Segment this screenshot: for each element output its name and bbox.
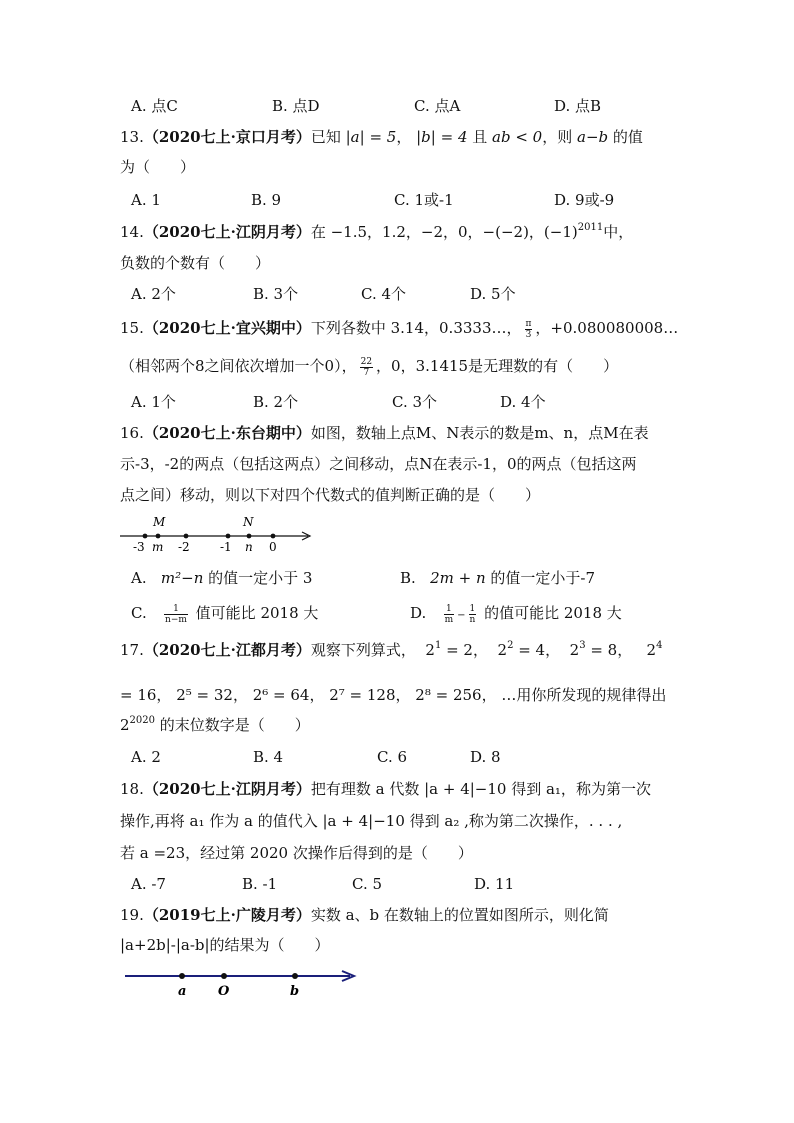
- q16-number-line: [118, 512, 318, 558]
- q17-number: 17.: [120, 641, 144, 659]
- q15-source: （2020七上·宜兴期中）: [143, 319, 311, 337]
- q16-point-0: [271, 534, 276, 539]
- q16-tick-n: n: [245, 540, 253, 554]
- q13-cond: ab < 0: [492, 128, 543, 146]
- q15-fraction-pi: $\frac{\pi}{3}$: [525, 318, 532, 340]
- q16-option-a: A. m²−n 的值一定小于 3: [131, 569, 313, 587]
- q13-expr: a−b: [577, 128, 609, 146]
- q16-tick--1: -1: [220, 540, 232, 554]
- q12-option-c: C. 点A: [414, 97, 461, 115]
- q13-source: （2020七上·京口月考）: [143, 128, 311, 146]
- q12-option-d: D. 点B: [554, 97, 602, 115]
- q16-point--3: [143, 534, 148, 539]
- q17-line2: = 16， 2⁵ = 32， 2⁶ = 64， 2⁷ = 128， 2⁸ = 256， …用你所发现的规律得出: [120, 686, 667, 704]
- q12-option-a: A. 点C: [131, 97, 178, 115]
- q17-line1: 17.（2020七上·江都月考）观察下列算式， $2^1 = 2$， $2^2 = 4$， $2^3 = 8$， $2^4$: [120, 640, 663, 659]
- q15-line2: （相邻两个8之间依次增加一个0）， $\frac{22}{7}$ ，0，3.1415是无理数的有（ ）: [120, 356, 619, 378]
- q13-number: 13.: [120, 128, 144, 146]
- q16-point-n: [247, 534, 252, 539]
- q18-line1: 18.（2020七上·江阴月考）把有理数 a 代数 |a + 4|−10 得到 a₁，称为第一次: [120, 780, 651, 798]
- q18-source: （2020七上·江阴月考）: [143, 780, 311, 798]
- q14-line1: 14.（2020七上·江阴月考）在 −1.5，1.2，−2，0，−(−2)，$(-1)^{2011}$中，: [120, 222, 634, 241]
- q15-option-b: B. 2个: [253, 393, 299, 411]
- q14-source: （2020七上·江阴月考）: [143, 223, 311, 241]
- q19-number-line: [122, 964, 362, 998]
- q14-number: 14.: [120, 223, 144, 241]
- q16-tick-0: 0: [269, 540, 277, 554]
- q15-option-d: D. 4个: [500, 393, 546, 411]
- q16-tick--3: -3: [133, 540, 145, 554]
- q13-option-a: A. 1: [131, 191, 161, 209]
- q18-line2: 操作,再将 a₁ 作为 a 的值代入 |a + 4|−10 得到 a₂ ,称为第二次操作，. . . ,: [120, 812, 623, 830]
- q15-line1: 15.（2020七上·宜兴期中）下列各数中 3.14，0.3333…， $\frac{\pi}{3}$ ，+0.080080008…: [120, 318, 679, 340]
- q18-line3: 若 a =23，经过第 2020 次操作后得到的是（ ）: [120, 844, 473, 862]
- q16-label-M: M: [153, 515, 166, 529]
- q16-source: （2020七上·东台期中）: [143, 424, 311, 442]
- q14-option-b: B. 3个: [253, 285, 299, 303]
- q16-option-b: B. 2m + n 的值一定小于-7: [400, 569, 596, 587]
- q16-line2: 示-3，-2的两点（包括这两点）之间移动，点N在表示-1，0的两点（包括这两: [120, 455, 637, 473]
- q14-option-a: A. 2个: [131, 285, 176, 303]
- q16-point--1: [226, 534, 231, 539]
- q13-abs-b: |b| = 4: [416, 128, 468, 146]
- q16-option-d: D. $\frac{1}{m}$ − $\frac{1}{n}$ 的值可能比 2018 大: [410, 603, 622, 625]
- q13-option-c: C. 1或-1: [394, 191, 454, 209]
- q19-number: 19.: [120, 906, 144, 924]
- q16-tick--2: -2: [178, 540, 190, 554]
- q17-option-d: D. 8: [470, 748, 501, 766]
- q19-source: （2019七上·广陵月考）: [143, 906, 311, 924]
- q16-tick-m: m: [152, 540, 164, 554]
- q19-line2: |a+2b|-|a-b|的结果为（ ）: [120, 936, 330, 954]
- q19-label-b: b: [290, 984, 300, 998]
- q16-point-m: [156, 534, 161, 539]
- q19-line1: 19.（2019七上·广陵月考）实数 a、b 在数轴上的位置如图所示，则化简: [120, 906, 609, 924]
- q13-line1: 13.（2020七上·京口月考）已知 |a| = 5， |b| = 4 且 ab < 0，则 a−b 的值: [120, 128, 643, 146]
- q13-option-b: B. 9: [251, 191, 282, 209]
- q19-point-b: [292, 973, 298, 979]
- q16-number: 16.: [120, 424, 144, 442]
- q14-option-c: C. 4个: [361, 285, 407, 303]
- q16-label-N: N: [243, 515, 254, 529]
- q19-point-a: [179, 973, 185, 979]
- q14-option-d: D. 5个: [470, 285, 516, 303]
- q19-label-a: a: [178, 984, 187, 998]
- q15-fraction-22-7: $\frac{22}{7}$: [360, 356, 373, 378]
- q17-option-c: C. 6: [377, 748, 408, 766]
- q18-option-c: C. 5: [352, 875, 383, 893]
- q18-number: 18.: [120, 780, 144, 798]
- q18-option-b: B. -1: [242, 875, 278, 893]
- q18-option-a: A. -7: [131, 875, 166, 893]
- q16-line1: 16.（2020七上·东台期中）如图，数轴上点M、N表示的数是m、n，点M在表: [120, 424, 649, 442]
- q15-number: 15.: [120, 319, 144, 337]
- q17-line3: $2^{2020}$ 的末位数字是（ ）: [120, 715, 310, 734]
- q15-option-a: A. 1个: [131, 393, 176, 411]
- q16-option-c: C. $\frac{1}{n-m}$ 值可能比 2018 大: [131, 603, 319, 625]
- q13-abs-a: |a| = 5: [345, 128, 397, 146]
- q17-source: （2020七上·江都月考）: [143, 641, 311, 659]
- q17-option-a: A. 2: [131, 748, 161, 766]
- q17-option-b: B. 4: [253, 748, 284, 766]
- q12-option-b: B. 点D: [272, 97, 320, 115]
- q13-line2: 为（ ）: [120, 158, 196, 176]
- q13-option-d: D. 9或-9: [554, 191, 615, 209]
- q19-point-o: [221, 973, 227, 979]
- q15-option-c: C. 3个: [392, 393, 438, 411]
- q16-point--2: [184, 534, 189, 539]
- q18-option-d: D. 11: [474, 875, 515, 893]
- q19-label-o: O: [218, 984, 230, 998]
- q14-line2: 负数的个数有（ ）: [120, 254, 271, 272]
- q16-line3: 点之间）移动，则以下对四个代数式的值判断正确的是（ ）: [120, 486, 541, 504]
